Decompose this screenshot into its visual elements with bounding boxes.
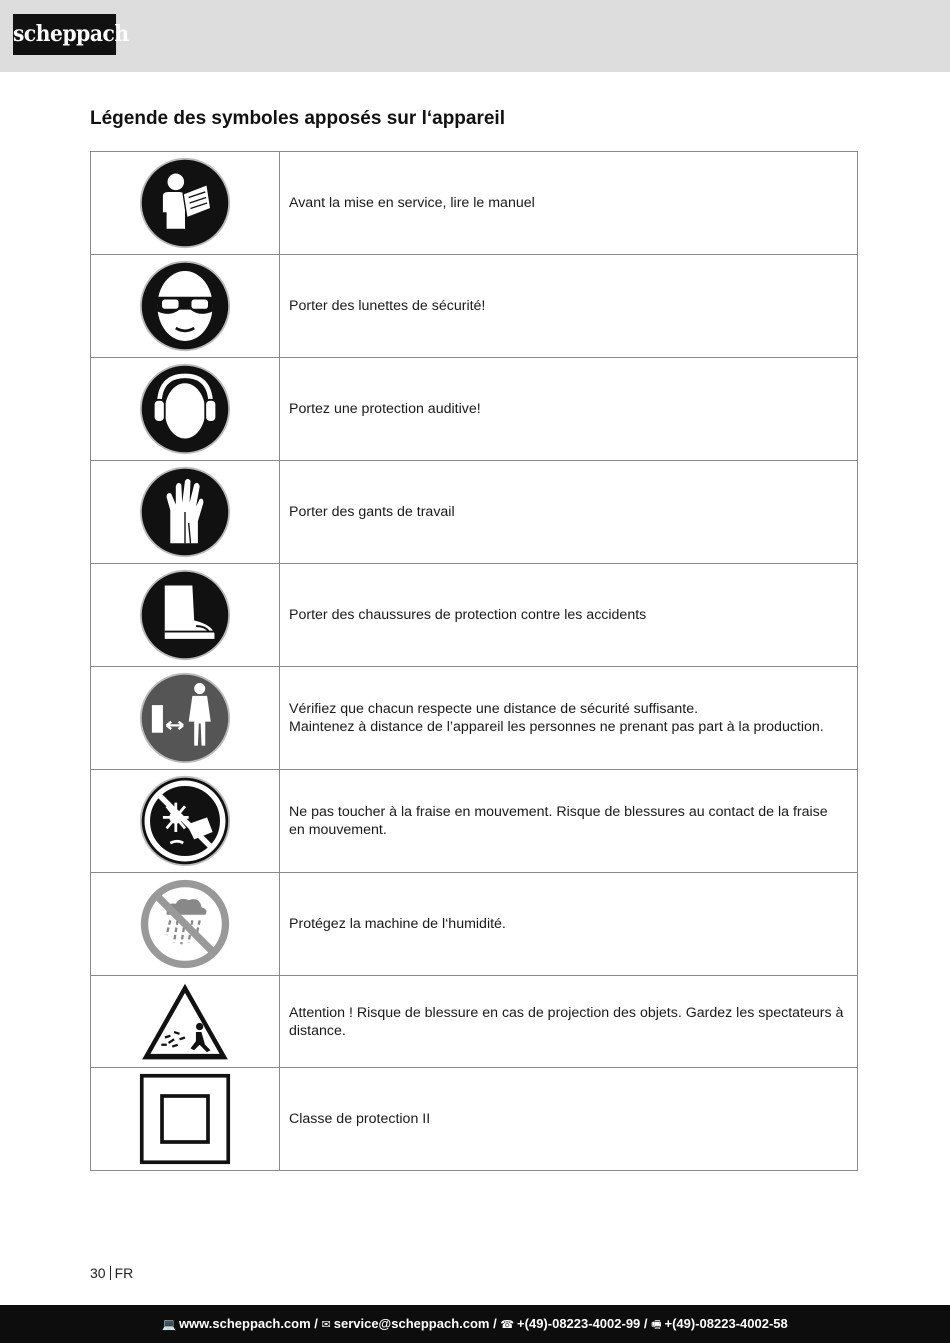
work-gloves-icon bbox=[139, 466, 231, 558]
computer-icon: 💻 bbox=[162, 1319, 176, 1331]
symbol-description: Classe de protection II bbox=[289, 1111, 431, 1127]
symbol-description: Porter des lunettes de sécurité! bbox=[289, 298, 486, 314]
table-row bbox=[91, 564, 858, 667]
footer-email[interactable]: service@scheppach.com bbox=[333, 1316, 490, 1331]
page-number bbox=[90, 1265, 133, 1281]
page-language: FR bbox=[114, 1265, 134, 1281]
safety-boots-icon bbox=[139, 569, 231, 661]
page-title: Légende des symboles apposés sur l‘appareil bbox=[90, 108, 505, 129]
footer-website[interactable]: www.scheppach.com bbox=[178, 1316, 311, 1331]
footer-separator: / bbox=[640, 1316, 652, 1331]
symbol-legend-table bbox=[90, 151, 858, 1171]
do-not-touch-cutter-icon bbox=[139, 775, 231, 867]
footer-separator: / bbox=[310, 1316, 322, 1331]
table-row bbox=[91, 976, 858, 1068]
read-manual-icon bbox=[139, 157, 231, 249]
footer-fax: +(49)-08223-4002-58 bbox=[664, 1316, 788, 1331]
page-number-divider bbox=[110, 1266, 111, 1280]
table-row bbox=[91, 770, 858, 873]
projectile-warning-icon bbox=[139, 981, 231, 1063]
footer-phone: +(49)-08223-4002-99 bbox=[517, 1316, 641, 1331]
safety-glasses-icon bbox=[139, 260, 231, 352]
header-band bbox=[0, 0, 950, 72]
protect-from-moisture-icon bbox=[139, 878, 231, 970]
hearing-protection-icon bbox=[139, 363, 231, 455]
symbol-description: Porter des gants de travail bbox=[289, 504, 455, 520]
brand-logo: scheppach bbox=[13, 14, 116, 55]
symbol-description: Ne pas toucher à la fraise en mouvement. Risque de blessures au contact de la fraise en mouvement. bbox=[289, 804, 828, 838]
symbol-description: Avant la mise en service, lire le manuel bbox=[289, 195, 535, 211]
safety-distance-icon bbox=[139, 672, 231, 764]
table-row bbox=[91, 1068, 858, 1171]
symbol-description: Protégez la machine de l‘humidité. bbox=[289, 916, 506, 932]
footer-band bbox=[0, 1305, 950, 1343]
protection-class-ii-icon bbox=[139, 1073, 231, 1165]
symbol-description: Maintenez à distance de l’appareil les personnes ne prenant pas part à la production. bbox=[289, 719, 824, 735]
table-row bbox=[91, 358, 858, 461]
table-row bbox=[91, 667, 858, 770]
table-row bbox=[91, 873, 858, 976]
table-row bbox=[91, 255, 858, 358]
symbol-description: Portez une protection auditive! bbox=[289, 401, 481, 417]
phone-icon: ☎ bbox=[500, 1319, 515, 1331]
table-row bbox=[91, 461, 858, 564]
footer-separator: / bbox=[489, 1316, 501, 1331]
page-number-value: 30 bbox=[90, 1265, 106, 1281]
email-icon: ✉ bbox=[321, 1319, 331, 1331]
symbol-description: Vérifiez que chacun respecte une distance de sécurité suffisante. bbox=[289, 701, 699, 717]
symbol-description: Attention ! Risque de blessure en cas de projection des objets. Gardez les spectateurs à distance. bbox=[289, 1004, 844, 1039]
table-row bbox=[91, 152, 858, 255]
fax-icon: 🖷 bbox=[651, 1319, 662, 1331]
symbol-description: Porter des chaussures de protection contre les accidents bbox=[289, 607, 647, 623]
